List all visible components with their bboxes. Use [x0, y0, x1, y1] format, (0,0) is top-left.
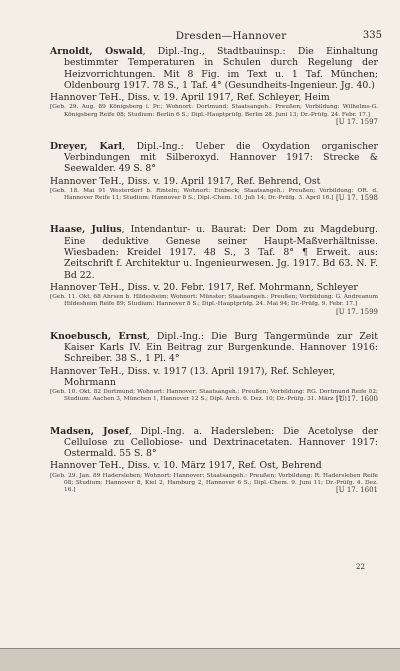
signature-mark: 22	[356, 563, 365, 571]
entry-ref: [U 17. 1600	[335, 395, 378, 404]
entry-heading	[50, 141, 378, 175]
entry-bio-text: [Geb. 29. Jan. 89 Hadersleben; Wohnort: Hannover; Staatsangeh.: Preußen; Vorbildung: R. Hadersleben Reife 08; Studium: Hannover 8, Kiel 2, Hamburg 2, Hannover 6 S.; Dipl.-Chem. 9. Juni 11; Dr.-Prüfg. 4. Dez. 16.]	[50, 472, 378, 494]
entry-dissertation: Hannover TeH., Diss. v. 10. März 1917, Ref. Ost, Behrend	[50, 460, 322, 472]
entry-bio-text: [Geb. 11. Okt. 68 Ahrsen b. Hildesheim; Wohnort: Münster; Staatsangeh.: Preußen; Vorbildung: G. Andreanum Hildesheim Reife 89; Studium: Hannover 8 S.; Dipl.-Hauptprüfg. 24. Mai 94; Dr.-Prüfg. 9. Febr. 17.]	[50, 294, 378, 308]
running-head	[120, 30, 382, 44]
entry-ref: [U 17. 1597	[335, 117, 378, 126]
entry-title: , Dipl.-Ing.: Die Burg Tangermünde zur Zeit Kaiser Karls IV. Ein Beitrag zur Burgenkunde. Hannover 1916: Schreiber. 38 S., 1 Pl. 4°	[64, 330, 378, 365]
scan-bottom-edge	[0, 648, 400, 671]
entry-heading	[50, 224, 378, 280]
entry-dissertation: Hannover TeH., Diss. v. 19. April 1917, Ref. Schleyer, Heim	[50, 92, 330, 104]
entry-title: , Dipl.-Ing., Stadtbauinsp.: Die Einhaltung bestimmter Temperaturen in Schulen durch Regelung der Heizvorrichtungen. Mit 8 Fig. im Text u. 1 Taf. München; Oldenbourg 1917. 78 S., 1 Taf. 4° (Gesundheits-Ingenieur. Jg. 40.)	[64, 46, 378, 91]
entry-author: Dreyer, Karl	[50, 140, 123, 152]
entry-title: , Dipl.-Ing.: Ueber die Oxydation organischer Verbindungen mit Silberoxyd. Hannover 1917: Strecke & Seewalder. 49 S. 8°	[64, 140, 378, 175]
entry-bio	[50, 104, 378, 126]
entry-dissertation: Hannover TeH., Diss. v. 19. April 1917, Ref. Behrend, Ost	[50, 175, 321, 187]
entry-author: Arnoldt, Oswald	[50, 46, 143, 57]
entry-haase	[50, 224, 379, 316]
dissertation-entries	[50, 46, 378, 494]
entry-arnoldt	[50, 46, 378, 126]
page-number: 335	[362, 30, 382, 41]
scan-bottom-rule	[0, 648, 400, 649]
entry-bio-text: [Geb. 29. Aug. 89 Königsberg i. Pr.; Wohnort: Dortmund; Staatsangeh.: Preußen; Vorbildung: Wilhelms-G. Königsberg Reife 08; Studium: Berlin 6 S.; Dipl.-Hauptprüfg. Berlin 28. Juni 13; Dr.-Prüfg. 24. Febr. 17.]	[50, 104, 378, 118]
entry-dissertation: Hannover TeH., Diss. v. 1917 (13. April 1917), Ref. Schleyer, Mohrmann	[50, 365, 336, 388]
entry-title: , Intendantur- u. Baurat: Der Dom zu Magdeburg. Eine deduktive Genese seiner Haupt-Maßverhältnisse. Wiesbaden: Kreidel 1917. 48 S., 3 Taf. 8° ¶ Erweit. aus: Zeitschrift f. Architektur u. Ingenieurwesen. Jg. 1917. Bd 63. N. F. Bd 22.	[64, 224, 379, 281]
entry-bio	[50, 473, 378, 495]
entry-madsen	[50, 426, 378, 495]
entry-bio	[50, 294, 378, 316]
entry-dreyer	[50, 141, 378, 203]
entry-ref: [U 17. 1598	[335, 194, 378, 203]
entry-ref: [U 17. 1601	[335, 486, 378, 495]
entry-bio	[50, 389, 378, 403]
entry-knoebusch	[50, 331, 378, 404]
entry-bio-text: [Geb. 10. Okt. 82 Dortmund; Wohnort: Hannover; Staatsangeh.: Preußen; Vorbildung: RG. Dortmund Reife 02; Studium: Aachen 3, München 1, Hannover 12 S.; Dipl. Arch. 6. Dez. 10; Dr.-Prüfg. 31. März 17.]	[50, 389, 378, 403]
entry-author: Haase, Julius	[50, 224, 122, 236]
entry-title: , Dipl.-Ing. a. Hadersleben: Die Acetolyse der Cellulose zu Cellobiose- und Dextrinacetaten. Hannover 1917: Ostermald. 55 S. 8°	[64, 425, 378, 460]
entry-ref: [U 17. 1599	[335, 307, 378, 316]
running-title: Dresden—Hannover	[175, 30, 287, 42]
entry-bio	[50, 188, 378, 202]
entry-dissertation: Hannover TeH., Diss. v. 20. Febr. 1917, Ref. Mohrmann, Schleyer	[50, 281, 358, 293]
entry-author: Knoebusch, Ernst	[50, 330, 147, 342]
entry-heading	[50, 46, 378, 91]
entry-bio-text: [Geb. 18. Mai 91 Westerdorf b. Rinteln; Wohnort: Einbeck; Staatsangeh.: Preußen; Vorbildung: OR. d. Hannover Reife 11; Studium: Hannover 8 S.; Dipl.-Chem. 10. Juli 14; Dr.-Prüfg. 3. April 16.]	[50, 188, 378, 202]
entry-heading	[50, 426, 378, 460]
entry-heading	[50, 331, 378, 365]
entry-author: Madsen, Josef	[50, 425, 129, 437]
